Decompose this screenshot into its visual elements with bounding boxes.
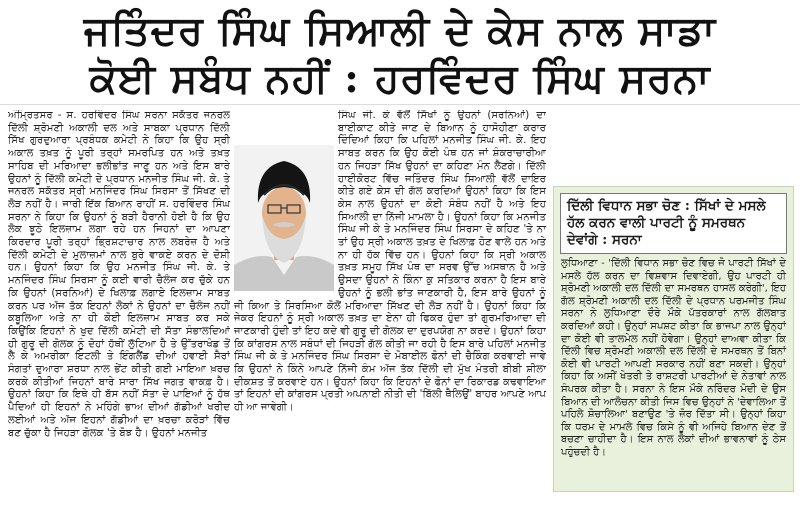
sidebar-headline: ਦਿੱਲੀ ਵਿਧਾਨ ਸਭਾ ਚੋਣ : ਸਿੱਖਾਂ ਦੇ ਮਸਲੇ ਹੱਲ ਕਰਨ ਵਾਲੀ ਪਾਰਟੀ ਨੂੰ ਸਮਰਥਨ ਦੇਵਾਂਗੇ : ਸਰਨਾ bbox=[560, 193, 787, 254]
article-column-2-text: ਸਿੰਘ ਜੀ. ਕੇ ਵੱਲੋਂ ਸਿੱਖਾਂ ਨੂੰ ਉਹਨਾਂ (ਸਰਨਿਆਂ) ਦਾ ਬਾਈਕਾਟ ਕੀਤੇ ਜਾਣ ਦੇ ਬਿਆਨ ਨੂੰ ਹਾਸੋਹੀਣਾ ਕਰਾਰ ਦਿੰਦਿਆਂ ਕਿਹਾ ਕਿ ਪਹਿਲਾਂ ਮਨਜੀਤ ਸਿੰਘ ਜੀ. ਕੇ. ਇਹ ਸਾਬਤ ਕਰਨ ਕਿ ਉਹ ਕੋਈ ਪੰਥ ਹਨ ਜਾਂ ਸ਼ੰਕਰਾਚਾਰੀਆ ਹਨ ਜਿਹੜਾ ਸਿੱਖ ਉਹਨਾਂ ਦਾ ਕਹਿਣਾ ਮੰਨ ਲੈਣਗੇ। ਦਿੱਲੀ ਹਾਈਕੋਰਟ ਵਿੱਚ ਜਤਿੰਦਰ ਸਿੰਘ ਸਿਆਲੀ ਵੱਲੋਂ ਦਾਇਰ ਕੀਤੇ ਗਏ ਕੇਸ ਦੀ ਗੱਲ ਕਰਦਿਆਂ ਉਹਨਾਂ ਕਿਹਾ ਕਿ ਇਸ ਕੇਸ ਨਾਲ ਉਹਨਾਂ ਦਾ ਕੋਈ ਸੰਬੰਧ ਨਹੀਂ ਹੈ ਅਤੇ ਇਹ ਸਿਆਲੀ ਦਾ ਨਿੱਜੀ ਮਾਮਲਾ ਹੈ। ਉਹਨਾਂ ਕਿਹਾ ਕਿ ਮਨਜੀਤ ਸਿੰਘ ਜੀ ਕੇ ਤੇ ਮਨਜਿੰਦਰ ਸਿੰਘ ਸਿਰਸਾ ਦੇ ਕਹਿਣ 'ਤੇ ਨਾ ਤਾਂ ਉਹ ਸ੍ਰੀ ਅਕਾਲ ਤਖ਼ਤ ਦੇ ਖਿਲਾਫ਼ ਹੋਣ ਵਾਲੇ ਹਨ ਅਤੇ ਨਾ ਹੀ ਹੱਕ ਵਿੱਚ ਹਨ। ਉਹਨਾਂ ਕਿਹਾ ਕਿ ਸ੍ਰੀ ਅਕਾਲ ਤਖ਼ਤ ਸਮੂਹ ਸਿੱਖ ਪੰਥ ਦਾ ਸਰਵ ਉੱਚ ਅਸਥਾਨ ਹੈ ਅਤੇ ਉਸਦਾ ਉਹਨਾਂ ਨੇ ਕਿੰਨਾ ਕੁ ਸਤਿਕਾਰ ਕਰਨਾ ਹੈ ਇਸ ਬਾਰੇ ਉਹਨਾਂ ਨੂੰ ਭਲੀ ਭਾਂਤ ਜਾਣਕਾਰੀ ਹੈ, ਇਸ ਬਾਰੇ ਉਹਨਾਂ ਨੂੰ ਜੀ ਕਿਆ ਤੇ ਸਿਰਸਿਆ ਕੋਲੋਂ ਮਰਿਆਦਾ ਸਿੱਖਣ ਦੀ ਲੋੜ ਨਹੀਂ ਹੈ। ਉਹਨਾਂ ਕਿਹਾ ਕਿ ਜੇਕਰ ਇਹਨਾਂ ਨੂੰ ਸ੍ਰੀ ਅਕਾਲ ਤਖ਼ਤ ਦਾ ਏਨਾ ਹੀ ਫਿਕਰ ਹੁੰਦਾ ਤਾਂ ਗੁਰਮਰਿਆਦਾ ਦੀ ਜਾਣਕਾਰੀ ਹੁੰਦੀ ਤਾਂ ਇਹ ਕਦੇ ਵੀ ਗੁਰੂ ਦੀ ਗੋਲਕ ਦਾ ਦੁਰਪਯੋਗ ਨਾ ਕਰਦੇ। ਉਹਨਾਂ ਕਿਹਾ ਕਿ ਕਾਂਗਰਸ ਨਾਲ ਸਬੰਧਾਂ ਦੀ ਜਿਹੜੀ ਗੱਲ ਕੀਤੀ ਜਾ ਰਹੀ ਹੈ ਇਸ ਬਾਰੇ ਪਹਿਲਾਂ ਮਨਜੀਤ ਸਿੰਘ ਜੀ ਕੇ ਤੇ ਮਨਜਿੰਦਰ ਸਿੰਘ ਸਿਰਸਾ ਦੇ ਮੋਬਾਈਲ ਫੋਨਾਂ ਦੀ ਚੈਕਿੰਗ ਕਰਵਾਈ ਜਾਵੇ ਕਿ ਉਹਨਾਂ ਨੇ ਕਿੰਨੇ ਆਪਣੇ ਨਿੱਜੀ ਕੰਮ ਅੱਜ ਤੱਕ ਦਿੱਲੀ ਦੀ ਮੁੱਖ ਮੰਤਰੀ ਬੀਬੀ ਸ਼ੀਲਾ ਦੀਕਸ਼ਤ ਤੋਂ ਕਰਵਾਏ ਹਨ। ਉਹਨਾਂ ਕਿਹਾ ਕਿ ਇਹਨਾਂ ਦੇ ਫੋਨਾਂ ਦਾ ਰਿਕਾਰਡ ਕਢਵਾਇਆ ਤਾਂ ਇਹਨਾਂ ਦੀ ਕਾਂਗਰਸ ਪ੍ਰਤੀ ਅਪਨਾਈ ਨੀਤੀ ਦੀ 'ਬਿੱਲੀ ਥੈਲਿਉਂ' ਬਾਹਰ ਆਪਣੇ ਆਪ ਹੀ ਆ ਜਾਵੇਗੀ। bbox=[234, 110, 546, 414]
headline-divider bbox=[0, 104, 800, 105]
sidebar-news-box bbox=[553, 186, 794, 492]
headline-line-1: ਜਤਿੰਦਰ ਸਿੰਘ ਸਿਆਲੀ ਦੇ ਕੇਸ ਨਾਲ ਸਾਡਾ bbox=[83, 7, 717, 54]
photo-spacer bbox=[234, 110, 338, 296]
article-column-2 bbox=[234, 110, 546, 502]
sidebar-body-text: ਲੁਧਿਆਣਾ - 'ਦਿੱਲੀ ਵਿਧਾਨ ਸਭਾ ਚੋਣ ਵਿਚ ਜੋ ਪਾਰਟੀ ਸਿੱਖਾਂ ਦੇ ਮਸਲੇ ਹੱਲ ਕਰਨ ਦਾ ਵਿਸ਼ਵਾਸ ਦਿਵਾਏਗੀ, ਉਹ ਪਾਰਟੀ ਹੀ ਸ਼੍ਰੋਮਣੀ ਅਕਾਲੀ ਦਲ ਦਿੱਲੀ ਦਾ ਸਮਰਥਨ ਹਾਸਲ ਕਰੇਗੀ', ਇਹ ਗੱਲ ਸ਼੍ਰੋਮਣੀ ਅਕਾਲੀ ਦਲ ਦਿੱਲੀ ਦੇ ਪ੍ਰਧਾਨ ਪਰਮਜੀਤ ਸਿੰਘ ਸਰਨਾ ਨੇ ਲੁਧਿਆਣਾ ਦੌਰੇ ਮੌਕੇ ਪੱਤਰਕਾਰਾਂ ਨਾਲ ਗੱਲਬਾਤ ਕਰਦਿਆਂ ਕਹੀ। ਉਨ੍ਹਾਂ ਸਪਸ਼ਟ ਕੀਤਾ ਕਿ ਭਾਜਪਾ ਨਾਲ ਉਨ੍ਹਾਂ ਦਾ ਕੋਈ ਵੀ ਤਾਲਮੇਲ ਨਹੀਂ ਹੋਵੇਗਾ। ਉਨ੍ਹਾਂ ਦਾਅਵਾ ਕੀਤਾ ਕਿ ਦਿੱਲੀ ਵਿਚ ਸ਼੍ਰੋਮਣੀ ਅਕਾਲੀ ਦਲ ਦਿੱਲੀ ਦੇ ਸਮਰਥਨ ਤੋਂ ਬਿਨਾਂ ਕੋਈ ਵੀ ਪਾਰਟੀ ਆਪਣੀ ਸਰਕਾਰ ਨਹੀਂ ਬਣਾ ਸਕਦੀ। ਉਨ੍ਹਾਂ ਕਿਹਾ ਕਿ ਅਸੀਂ ਖੇਤਰੀ ਤੇ ਰਾਸ਼ਟਰੀ ਪਾਰਟੀਆਂ ਦੇ ਨੇਤਾਵਾਂ ਨਾਲ ਸੰਪਰਕ ਕੀਤਾ ਹੈ। ਸਰਨਾ ਨੇ ਇਸ ਮੌਕੇ ਨਰਿੰਦਰ ਮੋਦੀ ਦੇ ਉਸ ਬਿਆਨ ਦੀ ਆਲੋਚਨਾ ਕੀਤੀ ਜਿਸ ਵਿਚ ਉਨ੍ਹਾਂ ਨੇ 'ਦੇਵਾਲਿਆ ਤੋਂ ਪਹਿਲੇ ਸ਼ੋਚਾਲਿਆ' ਬਣਾਉਣ 'ਤੇ ਜ਼ੋਰ ਦਿੱਤਾ ਸੀ। ਉਨ੍ਹਾਂ ਕਿਹਾ ਕਿ ਧਰਮ ਦੇ ਮਾਮਲੇ ਵਿਚ ਕਿਸੇ ਨੂੰ ਵੀ ਅਜਿਹੇ ਬਿਆਨ ਦੇਣ ਤੋਂ ਬਚਣਾ ਚਾਹੀਦਾ ਹੈ। ਇਸ ਨਾਲ ਲੋਕਾਂ ਦੀਆਂ ਭਾਵਨਾਵਾਂ ਨੂੰ ਠੇਸ ਪਹੁੰਚਦੀ ਹੈ। bbox=[561, 258, 786, 458]
article-column-1: ਅੰਮ੍ਰਿਤਸਰ - ਸ. ਹਰਵਿੰਦਰ ਸਿੰਘ ਸਰਨਾ ਸਕੱਤਰ ਜਨਰਲ ਦਿੱਲੀ ਸ਼੍ਰੋਮਣੀ ਅਕਾਲੀ ਦਲ ਅਤੇ ਸਾਬਕਾ ਪ੍ਰਧਾਨ ਦਿੱਲੀ ਸਿੱਖ ਗੁਰਦੁਆਰਾ ਪ੍ਰਬੰਧਕ ਕਮੇਟੀ ਨੇ ਕਿਹਾ ਕਿ ਉਹ ਸ੍ਰੀ ਅਕਾਲ ਤਖ਼ਤ ਨੂੰ ਪੂਰੀ ਤਰ੍ਹਾਂ ਸਮਰਪਿਤ ਹਨ ਅਤੇ ਤਖ਼ਤ ਸਾਹਿਬ ਦੀ ਮਰਿਆਦਾ ਭਲੀਭਾਂਤ ਜਾਣੂ ਹਨ ਅਤੇ ਇਸ ਬਾਰੇ ਉਹਨਾਂ ਨੂੰ ਦਿੱਲੀ ਕਮੇਟੀ ਦੇ ਪ੍ਰਧਾਨ ਮਨਜੀਤ ਸਿੰਘ ਜੀ. ਕੇ. ਤੇ ਜਨਰਲ ਸਕੱਤਰ ਸ੍ਰੀ ਮਨਜਿੰਦਰ ਸਿੰਘ ਸਿਰਸਾ ਤੋਂ ਸਿੱਖਣ ਦੀ ਲੋੜ ਨਹੀਂ ਹੈ। ਜਾਰੀ ਇੱਕ ਬਿਆਨ ਰਾਹੀਂ ਸ. ਹਰਵਿੰਦਰ ਸਿੰਘ ਸਰਨਾ ਨੇ ਕਿਹਾ ਕਿ ਉਹਨਾਂ ਨੂੰ ਬੜੀ ਹੈਰਾਨੀ ਹੋਈ ਹੈ ਕਿ ਉਹ ਲੋਕ ਝੂਠੇ ਇਲਜ਼ਾਮ ਲਗਾ ਰਹੇ ਹਨ ਜਿਹਨਾਂ ਦਾ ਆਪਣਾ ਕਿਰਦਾਰ ਪੂਰੀ ਤਰ੍ਹਾਂ ਭ੍ਰਿਸ਼ਟਾਚਾਰ ਨਾਲ ਲਬਰੇਜ਼ ਹੈ ਅਤੇ ਦਿੱਲੀ ਕਮੇਟੀ ਦੇ ਮੁਲਾਜ਼ਮਾਂ ਨਾਲ ਬੁਰੇ ਵਾਕਏ ਕਰਨ ਦੇ ਦੋਸ਼ੀ ਹਨ। ਉਹਨਾਂ ਕਿਹਾ ਕਿ ਉਹ ਮਨਜੀਤ ਸਿੰਘ ਜੀ. ਕੇ. ਤੇ ਮਨਜਿੰਦਰ ਸਿੰਘ ਸਿਰਸਾ ਨੂੰ ਕਈ ਵਾਰੀ ਚੈਲੰਜ ਕਰ ਚੁੱਕੇ ਹਨ ਕਿ ਉਹਨਾਂ (ਸਰਨਿਆਂ) ਦੇ ਖਿਲਾਫ਼ ਲਗਾਏ ਇਲਜ਼ਾਮ ਸਾਬਤ ਕਰਨ ਪਰ ਅੱਜ ਤੱਕ ਇਹਨਾਂ ਲੋਕਾਂ ਨੇ ਉਹਨਾਂ ਦਾ ਚੈਲੰਜ ਨਹੀਂ ਕਬੂਲਿਆ ਅਤੇ ਨਾ ਹੀ ਕੋਈ ਇਲਜ਼ਾਮ ਸਾਬਤ ਕਰ ਸਕੇ ਕਿਉਂਕਿ ਇਹਨਾਂ ਨੇ ਖੁਦ ਦਿੱਲੀ ਕਮੇਟੀ ਦੀ ਸੱਤਾ ਸੰਭਾਲਦਿਆਂ ਹੀ ਗੁਰੂ ਦੀ ਗੋਲਕ ਨੂੰ ਦੋਹਾਂ ਹੱਥੀਂ ਲੁੱਟਿਆ ਹੈ ਤੇ ਉੱਤਰਾਖੰਡ ਤੋਂ ਲੈ ਕੇ ਅਮਰੀਕਾ ਇਟਲੀ ਤੇ ਇੰਗਲੈਂਡ ਦੀਆਂ ਹਵਾਈ ਸੈਰਾਂ ਸੰਗਤਾਂ ਦੁਆਰਾ ਸ਼ਰਧਾ ਨਾਲ ਭੇਂਟ ਕੀਤੀ ਗਈ ਮਾਇਆ ਖ਼ਰਚ ਕਰਕੇ ਕੀਤੀਆਂ ਜਿਹਨਾਂ ਬਾਰੇ ਸਾਰਾ ਸਿੱਖ ਜਗਤ ਵਾਕਫ਼ ਹੈ। ਉਹਨਾਂ ਕਿਹਾ ਕਿ ਇਥੇ ਹੀ ਬੱਸ ਨਹੀਂ ਸੱਤਾ ਦੇ ਪਾਇਆਂ ਨੂੰ ਹੱਥ ਪੈਦਿਆਂ ਹੀ ਇਹਨਾਂ ਨੇ ਮਹਿੰਗੇ ਭਾਅ ਦੀਆਂ ਗੱਡੀਆਂ ਖਰੀਦ ਲਈਆਂ ਅਤੇ ਅੱਜ ਇਹਨਾਂ ਗੱਡੀਆਂ ਦਾ ਖ਼ਰਚਾ ਕਰੋੜਾਂ ਵਿੱਚ ਬਣ ਚੁੱਕਾ ਹੈ ਜਿਹੜਾ ਗੋਲਕ 'ਤੇ ਬੋਝ ਹੈ। ਉਹਨਾਂ ਮਨਜੀਤ bbox=[8, 110, 230, 439]
headline-line-2: ਕੋਈ ਸਬੰਧ ਨਹੀਂ : ਹਰਵਿੰਦਰ ਸਿੰਘ ਸਰਨਾ bbox=[89, 55, 711, 102]
